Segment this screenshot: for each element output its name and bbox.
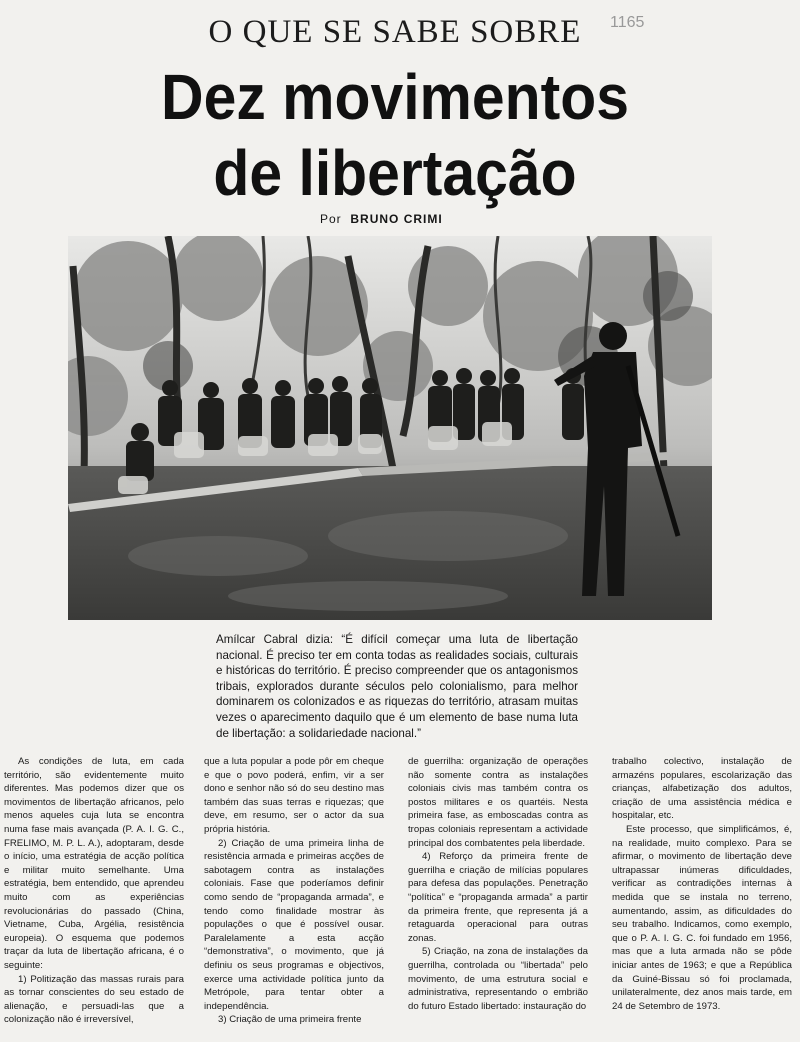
- byline: [320, 212, 443, 226]
- paragraph: 5) Criação, na zona de instalações da guerrilha, controlada ou “libertada” pelo movimento, de uma estrutura social e administrativa, representando o embrião do futuro Estado libertado: instauração do: [408, 946, 588, 1012]
- photo-illustration: [68, 236, 712, 620]
- paragraph: 1) Politização das massas rurais para as tornar conscientes do seu estado de alienação, e persuadi-las que a colonização não é irreversível,: [4, 973, 184, 1026]
- paragraph: de guerrilha: organização de operações não somente contra as instalações coloniais civis mas também contra os postos militares e os quartéis. Nesta primeira fase, as emboscadas contra as tropas coloniais representam a actividade principal dos combatentes pela liberdade.: [408, 756, 588, 849]
- article-column-2: [204, 755, 384, 1027]
- page-number: 1165: [610, 14, 645, 31]
- byline-prefix: Por: [320, 212, 342, 226]
- photo-caption: [216, 632, 578, 741]
- article-body: [4, 755, 794, 1042]
- byline-author: BRUNO CRIMI: [350, 212, 443, 226]
- headline-line-2: de libertação: [213, 137, 577, 209]
- paragraph: Este processo, que simplificámos, é, na realidade, muito complexo. Para se afirmar, o movimento de libertação deve ultrapassar inúmeras dificuldades, verificar as contradições internas à medida que se instala no terreno, aumentando, assim, as dificuldades do seu trabalho. Indicamos, como exemplo, que o P. A. I. G. C. foi fundado em 1956, mas que a luta armada não se pôde iniciar antes de 1963; e que a República da Guiné-Bissau só foi proclamada, unilateralmente, dez anos mais tarde, em 24 de Setembro de 1973.: [612, 823, 792, 1012]
- paragraph: que a luta popular a pode pôr em cheque e que o povo poderá, enfim, vir a ser dono e senhor não só do seu destino mas também das suas terras e riquezas; que deve, em resumo, ser o actor da sua própria história.: [204, 756, 384, 835]
- paragraph: 3) Criação de uma primeira frente: [218, 1014, 362, 1026]
- caption-text: Amílcar Cabral dizia: “É difícil começar uma luta de libertação nacional. É preciso ter em conta todas as realidades sociais, culturais e históricas do território. É preciso compreender que os antagonismos tribais, explorados durante séculos pelo colonialismo, para melhor dominarem os colonizados e as riquezas do território, atrasam muitas vezes o aparecimento daquilo que é um elemento de base numa luta de libertação: a solidariedade nacional.”: [216, 633, 578, 740]
- headline-line-1: Dez movimentos: [161, 61, 629, 133]
- paragraph: trabalho colectivo, instalação de armazéns populares, escolarização das crianças, alfabetização dos adultos, criação de uma assistência médica e hospitalar, etc.: [612, 756, 792, 822]
- article-column-3: [408, 755, 588, 1013]
- article-column-1: [4, 755, 184, 1027]
- paragraph: 4) Reforço da primeira frente de guerrilha e criação de milícias populares para defesa das populações. Penetração “política” e “propaganda armada” a partir da primeira frente, que representa já a retaguarda operacional para outras zonas.: [408, 851, 588, 944]
- kicker-heading: O QUE SE SABE SOBRE: [208, 14, 582, 50]
- article-photo: [68, 236, 712, 620]
- paragraph: As condições de luta, em cada território, são evidentemente muito diferentes. Mas podemos dizer que os movimentos de libertação africanos, pelo menos aqueles cuja luta se encontra numa fase mais avançada (P. A. I. G. C., FRELIMO, M. P. L. A.), adoptaram, desde o início, uma estratégia de acção política e militar muito semelhante. Uma estratégia, bem entendido, que aprendeu muito com as experiências revolucionárias do passado (China, Vietname, Cuba, Argélia, resistência europeia). O esquema que podemos traçar da luta de libertação africana, é o seguinte:: [4, 756, 184, 971]
- article-column-4: [612, 755, 792, 1013]
- paragraph: 2) Criação de uma primeira linha de resistência armada e primeiras acções de sabotagem contra as instalações coloniais. Fase que poderíamos definir como sendo de “propaganda armada”, e tendo como finalidade mostrar às populações o que é possível ousar. Paralelamente a esta acção “demonstrativa”, o movimento, que já definiu os seus programas e objectivos, exerce uma actividade política junto da Metrópole, para tentar obter a independência.: [204, 837, 384, 1012]
